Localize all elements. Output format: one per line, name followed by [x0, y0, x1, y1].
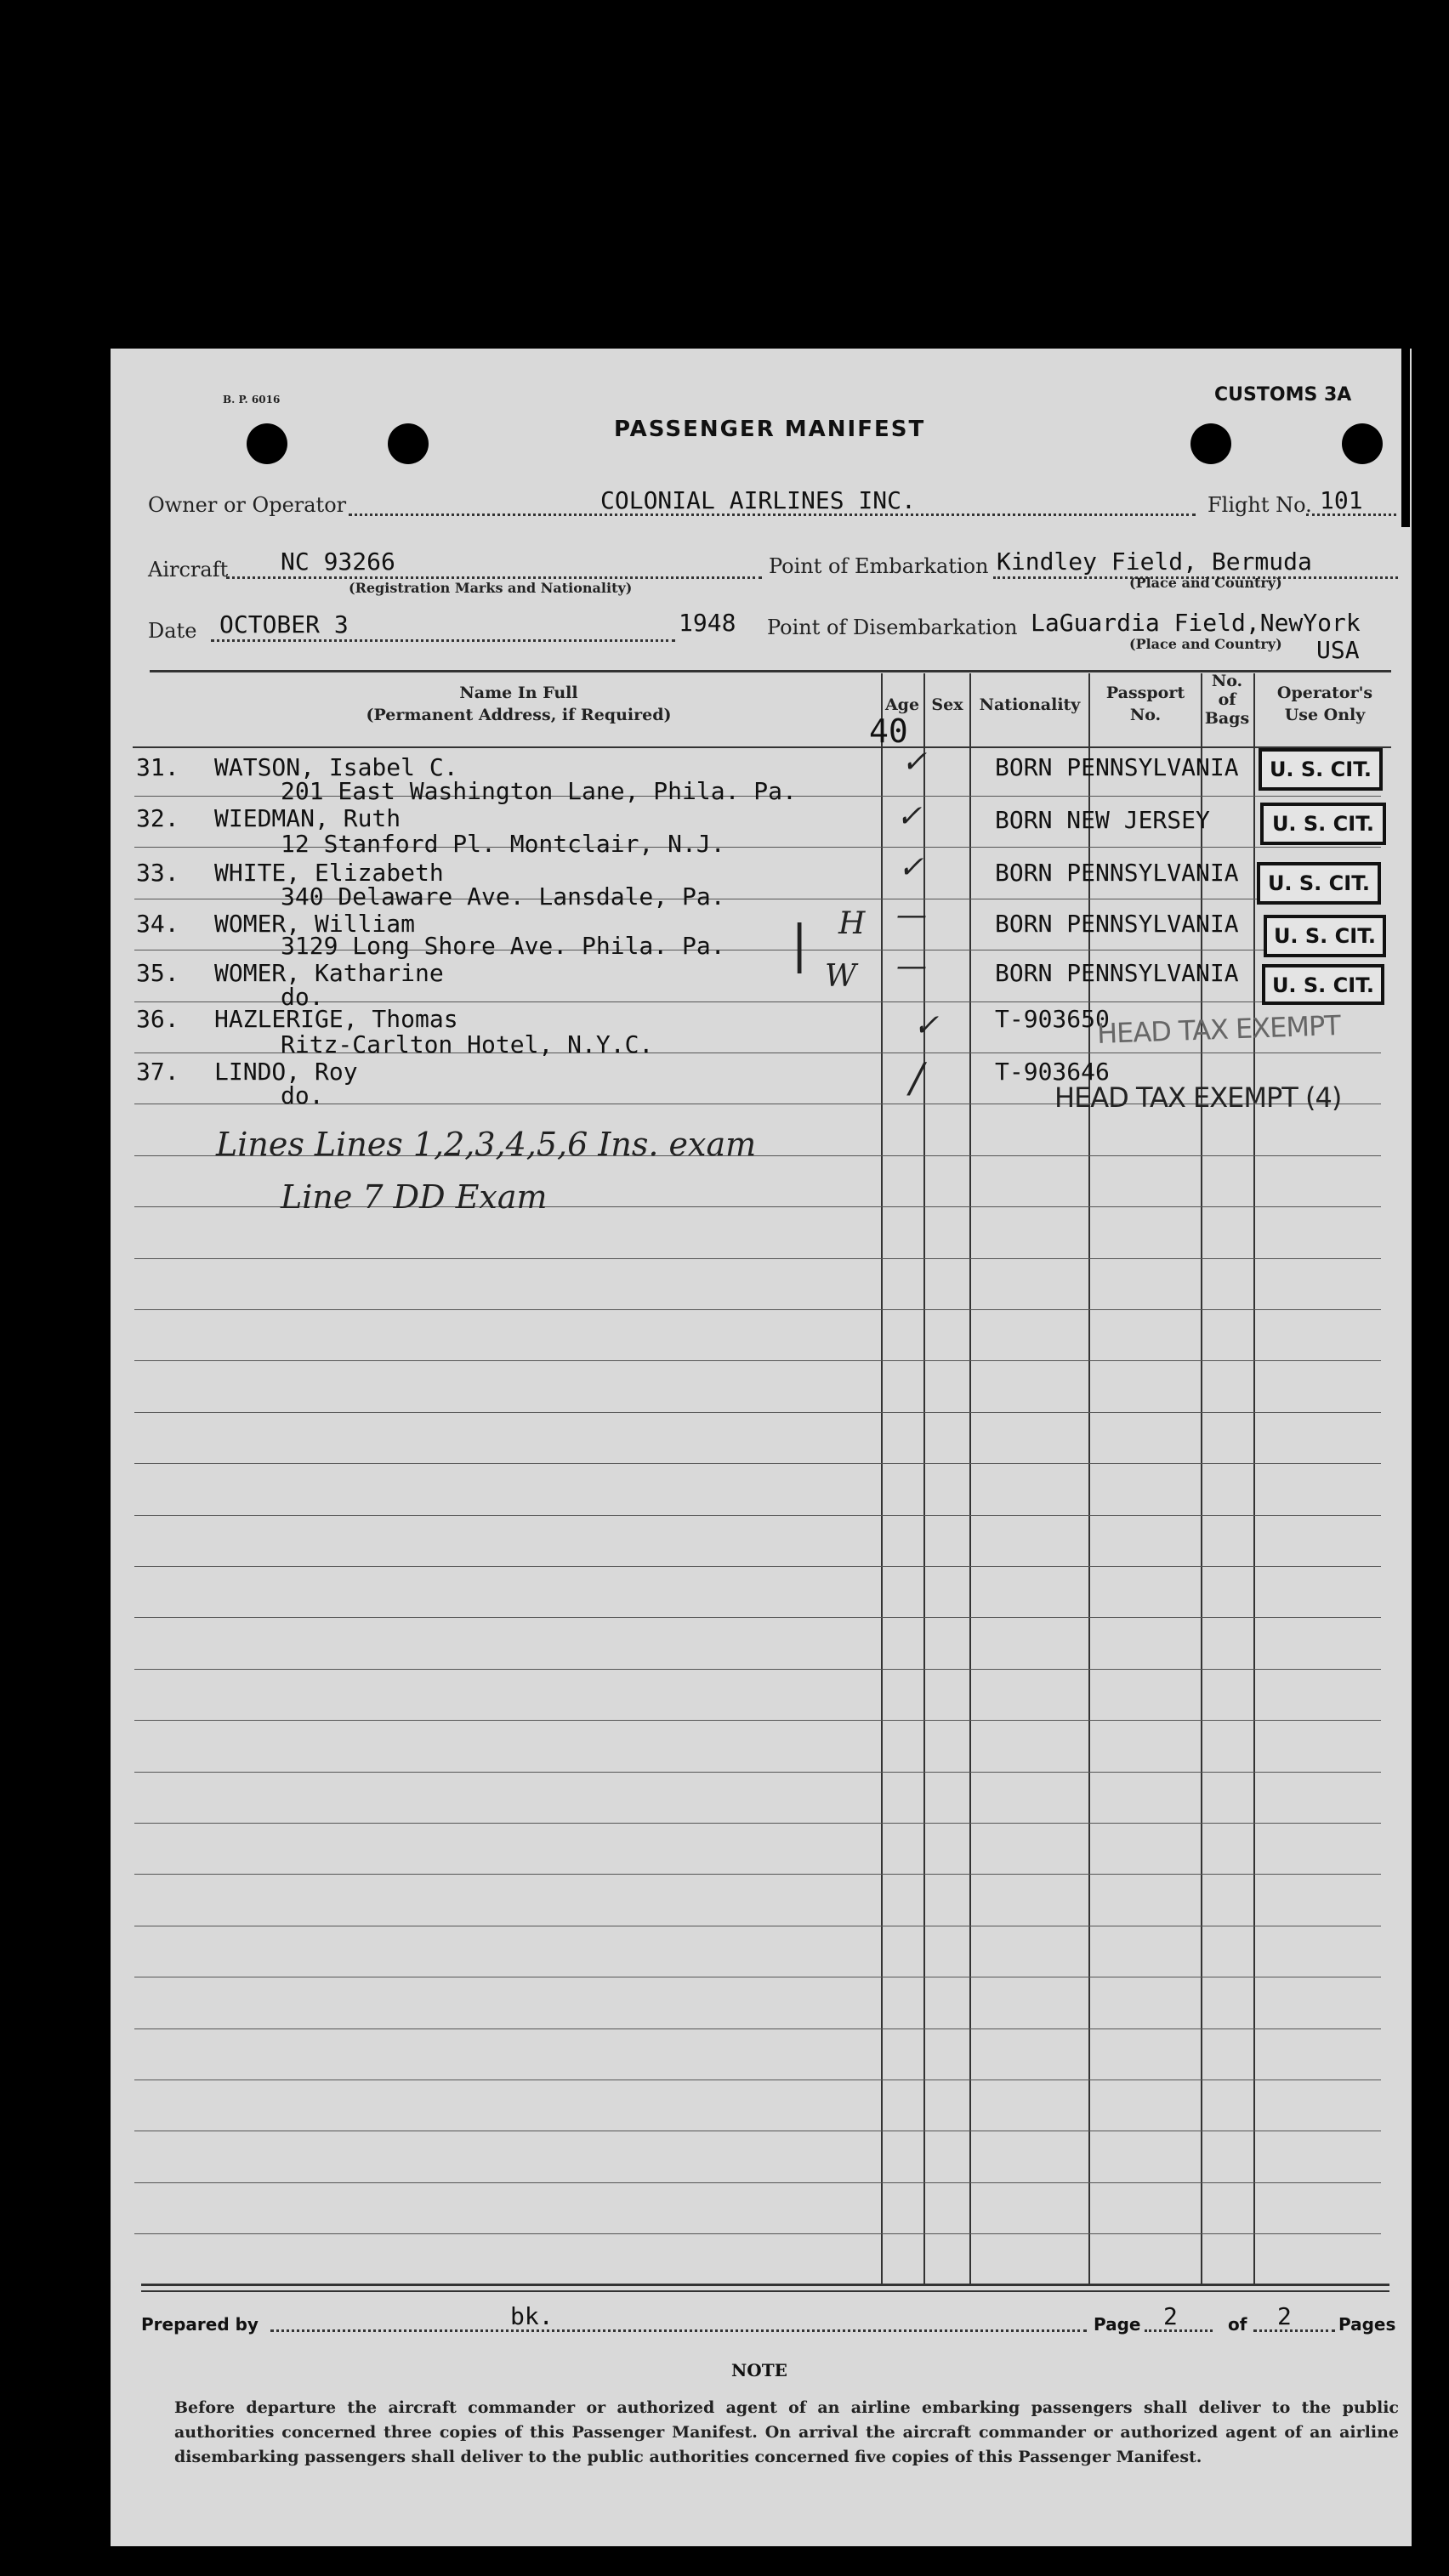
- sheet-edge-notch: [1401, 349, 1410, 527]
- col-header-name-line1: Name In Full: [459, 684, 578, 702]
- date-value: OCTOBER 3: [219, 610, 349, 638]
- col-header-operator-line1: Operator's: [1276, 684, 1373, 702]
- page-dotted-line: [1145, 2329, 1213, 2332]
- handwritten-h: H: [838, 906, 866, 941]
- disembarkation-sublabel: (Place and Country): [1129, 636, 1282, 652]
- ruled-line: [134, 1309, 1381, 1310]
- us-citizen-stamp: U. S. CIT.: [1262, 964, 1384, 1005]
- ruled-line: [134, 1515, 1381, 1516]
- sex-mark: ✓: [901, 745, 928, 780]
- disembarkation-value: LaGuardia Field,NewYork: [1031, 609, 1361, 637]
- year-value: 1948: [679, 609, 736, 637]
- ruled-line: [134, 1412, 1381, 1413]
- note-text: Before departure the aircraft commander or authorized agent of an airline embarking passengers shall deliver to the public authorities concerned three copies of this Passenger Manifest. On arrival the aircraft commander or authorized agent of an airline disembarking passengers shall deliver to the public authorities concerned five copies of this Passenger Manifest.: [174, 2398, 1399, 2466]
- passenger-name: WHITE, Elizabeth: [214, 859, 444, 887]
- us-citizen-stamp: U. S. CIT.: [1260, 803, 1386, 845]
- of-label: of: [1228, 2314, 1247, 2335]
- punch-hole-4: [1342, 423, 1383, 464]
- passenger-nationality: BORN PENNSYLVANIA: [995, 753, 1239, 781]
- row-number: 31.: [136, 753, 179, 781]
- passenger-address: do.: [281, 1081, 324, 1109]
- passenger-nationality: BORN PENNSYLVANIA: [995, 910, 1239, 938]
- passenger-name: WOMER, Katharine: [214, 959, 444, 987]
- handwritten-w: W: [825, 959, 857, 994]
- ruled-line: [134, 1463, 1381, 1464]
- page-value: 2: [1163, 2302, 1178, 2330]
- col-header-age: Age: [884, 695, 920, 714]
- table-header-bottom-rule: [133, 746, 1391, 748]
- col-header-bags: [1202, 672, 1252, 728]
- passenger-address: 201 East Washington Lane, Phila. Pa.: [281, 777, 797, 805]
- flight-value: 101: [1320, 486, 1363, 514]
- passenger-name: WIEDMAN, Ruth: [214, 804, 401, 832]
- row-number: 37.: [136, 1058, 179, 1086]
- disembarkation-value-country: USA: [1316, 636, 1360, 664]
- us-citizen-stamp: U. S. CIT.: [1264, 915, 1386, 957]
- embarkation-sublabel: (Place and Country): [1129, 575, 1282, 591]
- ruled-line: [134, 1566, 1381, 1567]
- passenger-address: do.: [281, 983, 324, 1011]
- of-dotted-line: [1253, 2329, 1335, 2332]
- head-tax-exempt-stamp: HEAD TAX EXEMPT (4): [1054, 1081, 1342, 1114]
- page-title: PASSENGER MANIFEST: [614, 417, 926, 442]
- form-code: B. P. 6016: [223, 394, 281, 406]
- passenger-nationality: BORN PENNSYLVANIA: [995, 959, 1239, 987]
- owner-label: Owner or Operator: [148, 493, 347, 517]
- passenger-address: Ritz-Carlton Hotel, N.Y.C.: [281, 1030, 654, 1058]
- punch-hole-2: [388, 423, 429, 464]
- handwritten-annotation-2: Line 7 DD Exam: [281, 1178, 548, 1216]
- age-note-40: 40: [869, 712, 908, 750]
- ruled-line: [134, 1360, 1381, 1361]
- punch-hole-1: [247, 423, 287, 464]
- us-citizen-stamp: U. S. CIT.: [1259, 748, 1383, 791]
- aircraft-sublabel: (Registration Marks and Nationality): [349, 580, 633, 596]
- ruled-line: [134, 2182, 1381, 2183]
- ruled-line: [134, 1720, 1381, 1721]
- sex-mark: —: [896, 898, 927, 933]
- passenger-address: 12 Stanford Pl. Montclair, N.J.: [281, 830, 725, 858]
- ruled-line: [134, 1772, 1381, 1773]
- aircraft-dotted-line: [226, 576, 762, 579]
- passenger-address: 340 Delaware Ave. Lansdale, Pa.: [281, 882, 725, 911]
- col-divider-nationality: [969, 673, 971, 2284]
- bracket-mark: |: [791, 915, 809, 974]
- col-header-bags-line1: No.: [1211, 672, 1243, 690]
- aircraft-label: Aircraft: [148, 558, 229, 582]
- embarkation-value: Kindley Field, Bermuda: [997, 548, 1312, 576]
- col-divider-age: [881, 673, 883, 2284]
- col-header-passport-line1: Passport: [1105, 684, 1185, 702]
- row-number: 34.: [136, 910, 179, 938]
- ruled-line: [134, 1617, 1381, 1618]
- handwritten-annotation-1: Lines Lines 1,2,3,4,5,6 Ins. exam: [216, 1126, 757, 1163]
- ruled-line: [134, 1823, 1381, 1824]
- customs-form-label: CUSTOMS 3A: [1214, 384, 1352, 406]
- passenger-passport: T-903646: [995, 1058, 1110, 1086]
- punch-hole-3: [1190, 423, 1231, 464]
- sex-mark: ✓: [898, 850, 924, 885]
- col-header-bags-line3: Bags: [1204, 709, 1250, 728]
- col-header-name: [323, 682, 714, 726]
- aircraft-value: NC 93266: [281, 548, 395, 576]
- col-header-nationality: Nationality: [979, 695, 1081, 714]
- date-label: Date: [148, 619, 197, 643]
- ruled-line: [134, 1874, 1381, 1875]
- col-header-sex: Sex: [931, 695, 963, 714]
- sex-mark: —: [896, 949, 927, 984]
- table-bottom-rule-2: [141, 2290, 1389, 2292]
- sex-mark: ✓: [913, 1008, 940, 1043]
- page-label: Page: [1094, 2314, 1141, 2335]
- table-bottom-rule: [141, 2284, 1389, 2286]
- sex-mark: ✓: [896, 799, 923, 834]
- passenger-name: WATSON, Isabel C.: [214, 753, 458, 781]
- prepared-by-dotted-line: [270, 2329, 1087, 2332]
- passenger-passport: T-903650: [995, 1005, 1110, 1033]
- row-number: 36.: [136, 1005, 179, 1033]
- passenger-name: WOMER, William: [214, 910, 416, 938]
- flight-label: Flight No.: [1208, 493, 1312, 517]
- note-title: NOTE: [731, 2360, 787, 2380]
- col-divider-operator: [1253, 673, 1255, 2284]
- total-pages-value: 2: [1277, 2302, 1292, 2330]
- disembarkation-label: Point of Disembarkation: [767, 616, 1018, 639]
- col-header-name-line2: (Permanent Address, if Required): [366, 706, 672, 724]
- passenger-name: HAZLERIGE, Thomas: [214, 1005, 458, 1033]
- row-number: 35.: [136, 959, 179, 987]
- col-header-operator: [1257, 682, 1393, 726]
- ruled-line: [134, 1669, 1381, 1670]
- col-header-passport-line2: No.: [1129, 706, 1162, 724]
- row-number: 33.: [136, 859, 179, 887]
- col-header-passport: [1092, 682, 1199, 726]
- col-header-bags-line2: of: [1218, 690, 1236, 709]
- passenger-nationality: BORN PENNSYLVANIA: [995, 859, 1239, 887]
- sex-mark: /: [910, 1054, 924, 1102]
- head-tax-exempt-stamp: HEAD TAX EXEMPT: [1096, 1009, 1341, 1050]
- ruled-line: [134, 2028, 1381, 2029]
- col-header-operator-line2: Use Only: [1284, 706, 1366, 724]
- passenger-nationality: BORN NEW JERSEY: [995, 806, 1210, 834]
- passenger-name: LINDO, Roy: [214, 1058, 358, 1086]
- embarkation-label: Point of Embarkation: [769, 554, 989, 578]
- prepared-by-label: Prepared by: [141, 2314, 259, 2335]
- owner-value: COLONIAL AIRLINES INC.: [600, 486, 916, 514]
- pages-label: Pages: [1338, 2314, 1396, 2335]
- ruled-line: [134, 1258, 1381, 1259]
- prepared-by-value: bk.: [510, 2302, 554, 2330]
- row-number: 32.: [136, 804, 179, 832]
- ruled-line: [134, 2233, 1381, 2234]
- passenger-address: 3129 Long Shore Ave. Phila. Pa.: [281, 932, 725, 960]
- us-citizen-stamp: U. S. CIT.: [1257, 862, 1381, 905]
- date-dotted-line: [211, 639, 675, 642]
